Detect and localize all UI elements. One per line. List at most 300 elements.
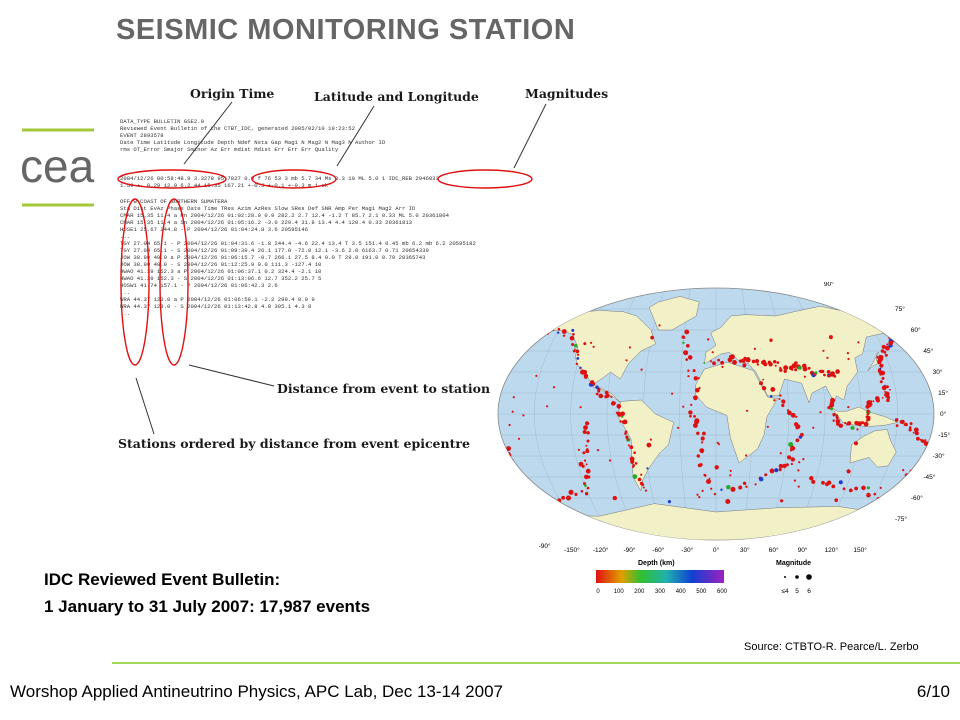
earthquake-dot — [561, 496, 565, 500]
magnitude-legend-title: Magnitude — [776, 560, 811, 567]
earthquake-dot — [677, 427, 679, 429]
earthquake-dot — [763, 362, 767, 366]
earthquake-dot — [693, 423, 698, 428]
earthquake-dot — [721, 366, 723, 368]
earthquake-dot — [566, 496, 571, 501]
earthquake-dot — [725, 499, 730, 504]
earthquake-dot — [640, 474, 642, 476]
earthquake-dot — [851, 426, 855, 430]
earthquake-dot — [686, 344, 690, 348]
bulletin-line: JOW 38.90 49.9 - S 2004/12/26 01:12:25.9 9.0 111.3 -127.4 10 — [120, 261, 322, 268]
earthquake-dot — [798, 461, 800, 463]
earthquake-dot — [885, 354, 888, 357]
depth-tick-label: 100 — [613, 589, 624, 595]
earthquake-dot — [861, 486, 866, 491]
earthquake-dot — [795, 416, 797, 418]
earthquake-dot — [779, 468, 782, 471]
earthquake-dot — [650, 439, 652, 441]
earthquake-dot — [895, 418, 899, 422]
earthquake-dot — [847, 421, 851, 425]
bulletin-line: TGY 27.04 65.1 - P 2004/12/26 01:04:31.6 -1.8 244.4 -4.6 22.4 13.4 T 3.5 151.4 0.45 mb 6.2 mb 6.2 20595182 — [120, 240, 476, 247]
bulletin-line: HWAO 41.39 152.3 - S 2004/12/26 01:13:06.6 12.7 352.2 25.7 5 — [120, 275, 322, 282]
earthquake-dot — [745, 486, 747, 488]
earthquake-dot — [508, 463, 512, 467]
earthquake-dot — [759, 477, 763, 481]
bulletin-line: CMAR 15.35 11.4 a Pn 2004/12/26 01:02:28.0 0.9 282.2 2.7 12.4 -1.2 T 85.7 2.1 0.33 ML 5.0 20361804 — [120, 212, 449, 219]
earthquake-dot — [712, 351, 714, 353]
earthquake-dot — [683, 350, 688, 355]
earthquake-dot — [884, 386, 886, 388]
earthquake-dot — [808, 367, 811, 370]
earthquake-dot — [787, 455, 791, 459]
depth-tick-label: 0 — [596, 589, 600, 595]
earthquake-dot — [779, 394, 781, 396]
callout-magnitudes: Magnitudes — [525, 86, 609, 101]
earthquake-dot — [798, 486, 800, 488]
earthquake-dot — [867, 403, 871, 407]
earthquake-dot — [580, 406, 582, 408]
earthquake-dot — [881, 349, 885, 353]
earthquake-dot — [855, 421, 858, 424]
earthquake-dot — [895, 339, 897, 341]
earthquake-dot — [585, 492, 588, 495]
earthquake-dot — [701, 436, 705, 440]
earthquake-dot — [830, 401, 833, 404]
earthquake-dot — [867, 413, 870, 416]
earthquake-dot — [790, 446, 795, 451]
earthquake-dot — [822, 350, 824, 352]
earthquake-dot — [509, 424, 511, 426]
bulletin-line: TGY 27.04 65.1 - S 2004/12/26 01:09:39.4 26.1 177.0 -72.0 12.1 -3.6 2.0 6163.7 0.71 20654339 — [120, 247, 429, 254]
earthquake-dot — [882, 345, 886, 349]
longitude-label: -30° — [681, 547, 694, 554]
earthquake-dot — [831, 485, 835, 489]
bulletin-line: HOSW1 41.74 157.1 - P 2004/12/26 01:06:42.3 2.6 — [120, 282, 278, 289]
earthquake-dot — [778, 398, 780, 400]
magnitude-label: ≤4 — [781, 588, 789, 595]
earthquake-dot — [546, 405, 548, 407]
earthquake-dot — [684, 337, 686, 339]
earthquake-dot — [826, 357, 828, 359]
earthquake-dot — [732, 360, 737, 365]
earthquake-dot — [583, 342, 586, 345]
longitude-label: -150° — [564, 547, 580, 554]
cea-logo — [16, 126, 98, 210]
earthquake-dot — [668, 500, 671, 503]
earthquake-dot — [706, 479, 711, 484]
earthquake-dot — [764, 473, 767, 476]
longitude-label: 0° — [712, 547, 720, 554]
earthquake-dot — [746, 358, 751, 363]
bulletin-line: 1.59 +- 0.29 12.9 6.2 44 15.35 167.21 +-0.3 +-0.1 +-0.3 m i uk — [120, 182, 329, 189]
earthquake-dot — [635, 462, 638, 465]
earthquake-dot — [522, 414, 524, 416]
earthquake-dot — [530, 339, 533, 342]
earthquake-dot — [586, 469, 591, 474]
earthquake-dot — [819, 411, 821, 413]
earthquake-dot — [834, 498, 838, 502]
earthquake-dot — [800, 433, 804, 437]
earthquake-dot — [629, 445, 633, 449]
earthquake-dot — [571, 343, 574, 346]
earthquake-dot — [909, 474, 911, 476]
earthquake-dot — [513, 396, 515, 398]
earthquake-dot — [843, 487, 846, 490]
earthquake-dot — [641, 369, 643, 371]
earthquake-dot — [804, 376, 806, 378]
earthquake-dot — [587, 431, 590, 434]
latitude-label: 45° — [923, 348, 934, 355]
depth-tick-label: 600 — [716, 589, 728, 595]
earthquake-dot — [827, 370, 831, 374]
earthquake-dot — [643, 487, 645, 489]
earthquake-dot — [836, 419, 841, 424]
earthquake-dot — [710, 360, 712, 362]
earthquake-dot — [889, 389, 891, 391]
earthquake-dot — [587, 487, 590, 490]
earthquake-dot — [876, 356, 879, 359]
earthquake-dot — [671, 393, 673, 395]
earthquake-dot — [581, 490, 584, 493]
bulletin-line: Date Time Latitude Longitude Depth Ndef Nsta Gap Mag1 N Mag2 N Mag3 N Author ID — [120, 139, 386, 146]
earthquake-dot — [847, 469, 851, 473]
earthquake-dot — [759, 381, 763, 385]
earthquake-dot — [571, 329, 574, 332]
earthquake-dot — [626, 439, 628, 441]
earthquake-dot — [703, 362, 705, 364]
earthquake-dot — [866, 493, 871, 498]
bulletin-line: 2004/12/26 00:58:48.9 3.3278 95.7827 0.0 f 76 53 3 mb 5.7 34 Ms 8.3 10 ML 5.0 1 IDC_REB 2946033 — [120, 175, 439, 182]
earthquake-dot — [558, 328, 561, 331]
earthquake-dot — [650, 336, 654, 340]
earthquake-dot — [779, 367, 781, 369]
earthquake-dot — [762, 386, 766, 390]
earthquake-dot — [915, 431, 919, 435]
earthquake-dot — [693, 369, 696, 372]
earthquake-dot — [847, 352, 849, 354]
magnitude-label: 6 — [807, 588, 811, 595]
depth-tick-label: 500 — [696, 589, 707, 595]
earthquake-dot — [698, 464, 702, 468]
latitude-label: 30° — [932, 369, 943, 376]
earthquake-dot — [867, 410, 870, 413]
earthquake-dot — [773, 399, 775, 401]
earthquake-dot — [916, 429, 918, 431]
highlight-magnitudes — [438, 170, 532, 188]
earthquake-dot — [595, 386, 598, 389]
footer-text: Worshop Applied Antineutrino Physics, APC Lab, Dec 13-14 2007 — [10, 682, 503, 701]
earthquake-dot — [819, 370, 822, 373]
bulletin-line: JOW 38.90 49.9 a P 2004/12/26 01:06:15.7 -0.7 266.1 27.5 8.4 0.0 T 29.0 191.0 0.79 20365743 — [120, 254, 426, 261]
earthquake-dot — [518, 438, 520, 440]
earthquake-dot — [582, 451, 585, 454]
earthquake-dot — [632, 464, 635, 467]
earthquake-dot — [770, 469, 775, 474]
earthquake-dot — [571, 337, 574, 340]
earthquake-dot — [688, 355, 693, 360]
earthquake-dot — [512, 411, 514, 413]
earthquake-dot — [796, 438, 800, 442]
earthquake-dot — [576, 350, 580, 354]
earthquake-dot — [518, 350, 520, 352]
earthquake-dot — [684, 330, 689, 335]
earthquake-dot — [633, 474, 638, 479]
earthquake-dot — [580, 367, 582, 369]
earthquake-dot — [687, 375, 689, 377]
earthquake-dot — [900, 420, 903, 423]
earthquake-dot — [693, 415, 696, 418]
earthquake-dot — [829, 335, 833, 339]
earthquake-dot — [870, 322, 872, 324]
earthquake-dot — [701, 441, 703, 443]
latitude-label: 15° — [938, 390, 948, 397]
earthquake-dot — [574, 344, 578, 348]
earthquake-dot — [583, 430, 587, 434]
earthquake-dot — [633, 451, 636, 454]
earthquake-dot — [797, 469, 799, 471]
depth-legend-title: Depth (km) — [638, 560, 675, 567]
earthquake-dot — [609, 459, 611, 461]
bulletin-line: CMAR 15.35 11.4 a Sn 2004/12/26 01:05:16.2 -3.0 229.4 31.8 13.4 4.4 120.4 0.33 20361813 — [120, 219, 413, 226]
earthquake-dot — [622, 420, 626, 424]
bulletin-text — [120, 118, 476, 317]
earthquake-dot — [580, 370, 585, 375]
longitude-label: 120° — [824, 547, 839, 554]
earthquake-dot — [742, 363, 746, 367]
earthquake-dot — [902, 469, 904, 471]
map-longitude-labels — [564, 546, 867, 554]
earthquake-dot — [823, 374, 826, 377]
callout-lat-lon: Latitude and Longitude — [314, 89, 479, 104]
earthquake-dot — [755, 359, 759, 363]
earthquake-dot — [698, 496, 700, 498]
earthquake-dot — [833, 419, 835, 421]
earthquake-dot — [785, 366, 788, 369]
earthquake-dot — [562, 329, 567, 334]
earthquake-dot — [762, 379, 764, 381]
earthquake-dot — [625, 430, 628, 433]
earthquake-dot — [585, 449, 589, 453]
arrow-lat-lon — [337, 106, 374, 166]
earthquake-dot — [702, 490, 704, 492]
bulletin-line: WRA 44.37 123.0 a P 2004/12/26 01:06:59.1 -2.2 299.4 0.0 9 — [120, 296, 315, 303]
earthquake-dot — [856, 428, 858, 430]
earthquake-dot — [878, 362, 880, 364]
earthquake-dot — [605, 391, 609, 395]
earthquake-dot — [854, 487, 858, 491]
earthquake-dot — [638, 478, 642, 482]
earthquake-dot — [717, 442, 719, 444]
bulletin-line: HOSE1 25.67 244.8 - P 2004/12/26 01:04:24.8 3.6 20595146 — [120, 226, 308, 233]
earthquake-dot — [880, 487, 882, 489]
bulletin-line: Reviewed Event Bulletin of the CTBT_IDC, generated 2005/02/10 19:23:52 — [120, 125, 355, 132]
bulletin-line: HWAO 41.39 152.3 a P 2004/12/26 01:06:37.1 0.2 324.4 -2.1 10 — [120, 268, 322, 275]
bulletin-summary — [44, 566, 370, 620]
earthquake-dot — [888, 341, 893, 346]
magnitude-label: 5 — [795, 588, 799, 595]
earthquake-dot — [882, 397, 884, 399]
earthquake-dot — [625, 359, 627, 361]
earthquake-dot — [924, 442, 926, 444]
earthquake-dot — [803, 367, 808, 372]
earthquake-dot — [868, 416, 871, 419]
source-credit: Source: CTBTO-R. Pearce/L. Zerbo — [744, 641, 919, 653]
earthquake-dot — [726, 485, 730, 489]
earthquake-dot — [774, 468, 778, 472]
earthquake-dot — [770, 395, 773, 398]
earthquake-dot — [720, 489, 722, 491]
arrow-origin-time — [184, 102, 232, 164]
bulletin-line: EVENT 2893578 — [120, 132, 164, 139]
earthquake-dot — [745, 454, 747, 456]
earthquake-dot — [703, 474, 705, 476]
earthquake-dot — [812, 427, 814, 429]
earthquake-dot — [597, 449, 599, 451]
earthquake-dot — [707, 338, 709, 340]
earthquake-dot — [731, 487, 736, 492]
earthquake-dot — [550, 326, 555, 331]
earthquake-dot — [682, 342, 684, 344]
bulletin-line: ... — [120, 233, 131, 240]
earthquake-dot — [802, 458, 804, 460]
earthquake-dot — [884, 394, 887, 397]
earthquake-dot — [746, 410, 748, 412]
earthquake-dot — [616, 412, 618, 414]
earthquake-dot — [730, 470, 732, 472]
earthquake-dot — [586, 463, 588, 465]
latitude-label: -75° — [895, 516, 907, 523]
earthquake-dot — [523, 337, 526, 340]
earthquake-dot — [576, 357, 579, 360]
earthquake-dot — [896, 424, 899, 427]
earthquake-dot — [577, 354, 579, 356]
bulletin-line: WRA 44.37 123.0 - S 2004/12/26 01:13:42.8 4.8 305.1 4.3 8 — [120, 303, 312, 310]
earthquake-dot — [913, 432, 915, 434]
earthquake-dot — [599, 394, 604, 399]
latitude-label: 0° — [940, 411, 947, 418]
earthquake-dot — [628, 444, 630, 446]
magnitude-dot-small — [784, 576, 786, 578]
earthquake-dot — [773, 360, 776, 363]
earthquake-dot — [787, 409, 789, 411]
earthquake-dot — [882, 377, 885, 380]
earthquake-dot — [768, 361, 772, 365]
earthquake-dot — [821, 481, 825, 485]
earthquake-dot — [585, 421, 589, 425]
latitude-label: -45° — [923, 474, 936, 481]
earthquake-dot — [755, 483, 757, 485]
bulletin-line: OFF W COAST OF NORTHERN SUMATERA — [120, 198, 228, 205]
earthquake-dot — [781, 399, 785, 403]
earthquake-dot — [798, 366, 802, 370]
earthquake-dot — [780, 452, 782, 454]
earthquake-dot — [791, 369, 793, 371]
earthquake-dot — [924, 439, 926, 441]
earthquake-dot — [646, 467, 648, 469]
earthquake-dot — [538, 334, 542, 338]
earthquake-dot — [715, 465, 719, 469]
earthquake-dot — [791, 457, 795, 461]
earthquake-dot — [689, 415, 692, 418]
earthquake-dot — [886, 399, 890, 403]
longitude-label: 30° — [739, 547, 750, 554]
earthquake-dot — [688, 410, 692, 414]
earthquake-dot — [738, 486, 742, 490]
earthquake-dot — [837, 370, 839, 372]
earthquake-dot — [825, 482, 829, 486]
earthquake-dot — [794, 480, 796, 482]
earthquake-dot — [780, 499, 783, 502]
summary-line-1: IDC Reviewed Event Bulletin: — [44, 570, 281, 589]
earthquake-dot — [696, 494, 698, 496]
earthquake-dot — [583, 425, 588, 430]
earthquake-dot — [794, 422, 798, 426]
earthquake-dot — [720, 361, 724, 365]
magnitude-dot-medium — [795, 575, 799, 579]
callout-origin-time: Origin Time — [190, 86, 275, 101]
earthquake-dot — [854, 441, 858, 445]
earthquake-dot — [693, 395, 698, 400]
latitude-label: 75° — [895, 306, 905, 313]
earthquake-dot — [754, 348, 756, 350]
earthquake-dot — [701, 450, 704, 453]
earthquake-dot — [791, 463, 793, 465]
latitude-label: 60° — [910, 327, 921, 334]
earthquake-dot — [584, 460, 586, 462]
earthquake-dot — [879, 368, 881, 370]
earthquake-dot — [596, 393, 599, 396]
earthquake-dot — [576, 363, 578, 365]
bulletin-line: ... — [120, 289, 131, 296]
earthquake-dot — [574, 493, 577, 496]
earthquake-dot — [912, 469, 916, 473]
earthquake-dot — [682, 406, 684, 408]
longitude-label: 60° — [768, 547, 779, 554]
magnitude-dot-large — [806, 574, 812, 580]
earthquake-dot — [574, 349, 576, 351]
earthquake-dot — [775, 365, 777, 367]
earthquake-dot — [619, 420, 621, 422]
earthquake-dot — [618, 407, 620, 409]
longitude-label: 150° — [853, 547, 867, 554]
earthquake-dot — [752, 360, 756, 364]
earthquake-dot — [777, 361, 780, 364]
earthquake-dot — [844, 422, 846, 424]
earthquake-dot — [629, 346, 631, 348]
depth-legend-bar — [596, 570, 724, 583]
earthquake-dot — [874, 493, 877, 496]
depth-tick-label: 300 — [654, 589, 666, 595]
earthquake-dot — [584, 475, 589, 480]
earthquake-dot — [640, 482, 643, 485]
earthquake-dot — [697, 454, 700, 457]
earthquake-dot — [582, 465, 585, 468]
earthquake-dot — [578, 449, 580, 451]
longitude-label: -120° — [592, 547, 609, 554]
earthquake-dot — [809, 476, 813, 480]
earthquake-dot — [685, 358, 688, 361]
earthquake-dot — [610, 396, 612, 398]
earthquake-dot — [916, 437, 920, 441]
earthquake-dot — [904, 423, 908, 427]
earthquake-dot — [909, 428, 912, 431]
bulletin-line: DATA_TYPE BULLETIN GSE2.0 — [120, 118, 204, 125]
earthquake-dot — [584, 374, 588, 378]
arrow-distance — [189, 365, 274, 386]
latitude-label: -90° — [538, 543, 551, 550]
earthquake-dot — [729, 474, 731, 476]
earthquake-dot — [613, 402, 616, 405]
